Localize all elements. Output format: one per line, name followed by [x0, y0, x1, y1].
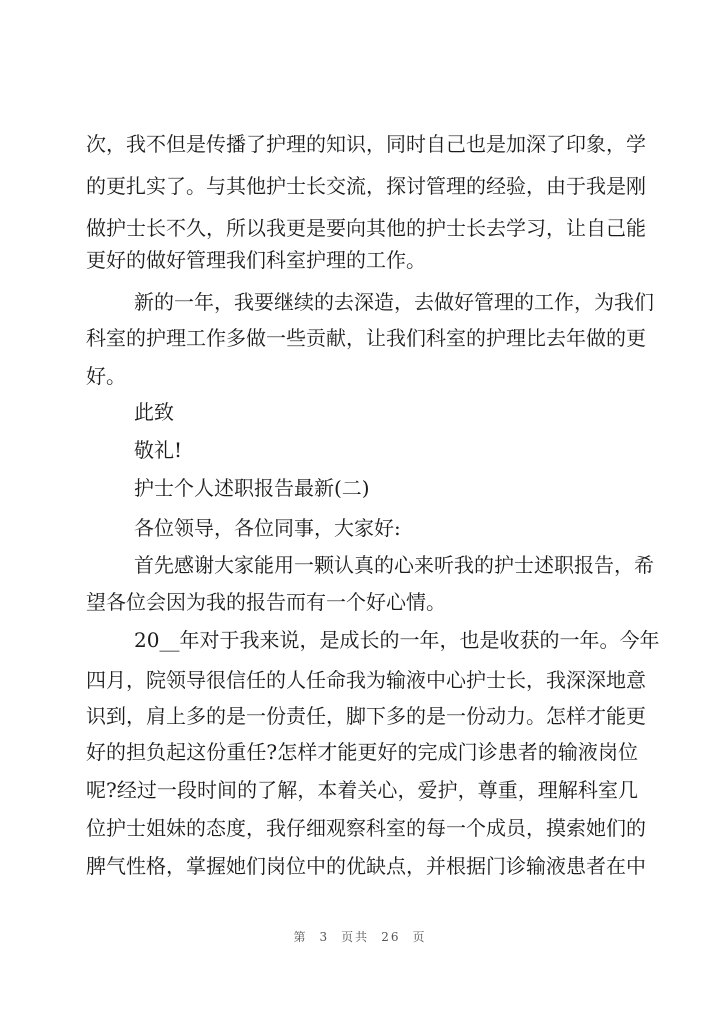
- paragraph-line: 更好的做好管理我们科室护理的工作。: [86, 248, 426, 272]
- paragraph-line: 做护士长不久，所以我更是要向其他的护士长去学习，让自己能: [86, 216, 646, 240]
- paragraph-line: 科室的护理工作多做一些贡献，让我们科室的护理比去年做的更: [86, 326, 646, 350]
- paragraph-line: 望各位会因为我的报告而有一个好心情。: [86, 590, 446, 614]
- section-title: 护士个人述职报告最新(二): [134, 476, 370, 500]
- footer-page-number: 3: [319, 930, 330, 944]
- paragraph-line: 好。: [86, 364, 126, 388]
- footer-prefix: 第: [293, 930, 308, 944]
- greeting-line: 各位领导，各位同事，大家好:: [134, 516, 401, 540]
- paragraph-line: 四月，院领导很信任的人任命我为输液中心护士长，我深深地意: [86, 668, 646, 692]
- paragraph-line: 新的一年，我要继续的去深造，去做好管理的工作，为我们: [134, 290, 654, 314]
- paragraph-line: 识到，肩上多的是一份责任，脚下多的是一份动力。怎样才能更: [86, 704, 646, 728]
- paragraph-line: 脾气性格，掌握她们岗位中的优缺点，并根据门诊输液患者在中: [86, 854, 646, 878]
- footer-total-pages: 26: [381, 930, 401, 944]
- paragraph-line: 好的担负起这份重任?怎样才能更好的完成门诊患者的输液岗位: [86, 740, 638, 764]
- paragraph-line: 20__年对于我来说，是成长的一年，也是收获的一年。今年: [134, 628, 660, 652]
- paragraph-line: 位护士姐妹的态度，我仔细观察科室的每一个成员，摸索她们的: [86, 816, 646, 840]
- closing-salutation: 此致: [134, 400, 174, 424]
- paragraph-line: 呢?经过一段时间的了解，本着关心，爱护，尊重，理解科室几: [86, 778, 638, 802]
- page-footer: [0, 928, 720, 945]
- footer-mid: 页共: [341, 930, 370, 944]
- paragraph-line: 的更扎实了。与其他护士长交流，探讨管理的经验，由于我是刚: [86, 174, 646, 198]
- footer-suffix: 页: [412, 930, 427, 944]
- closing-salutation: 敬礼!: [134, 438, 183, 462]
- paragraph-line: 首先感谢大家能用一颗认真的心来听我的护士述职报告，希: [134, 553, 654, 577]
- paragraph-line: 次，我不但是传播了护理的知识，同时自己也是加深了印象，学: [86, 132, 646, 156]
